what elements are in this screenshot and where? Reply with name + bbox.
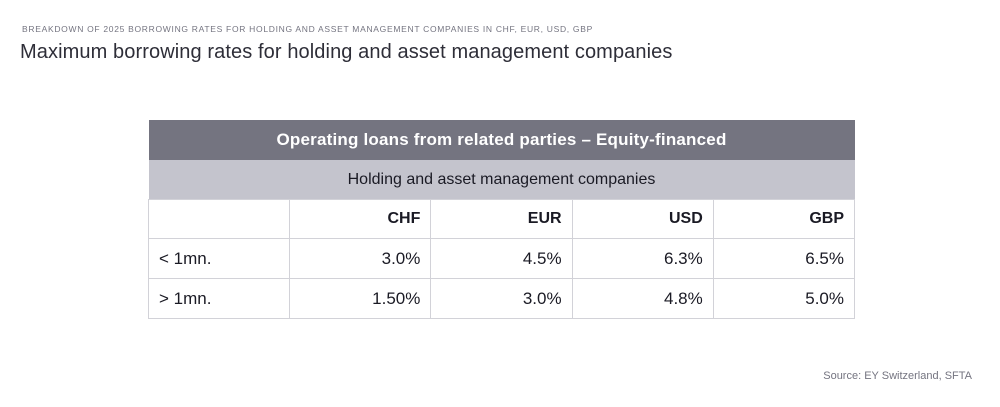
table-sub-header: Holding and asset management companies — [149, 160, 855, 200]
column-header-chf: CHF — [290, 200, 431, 239]
cell-under-1mn-usd: 6.3% — [572, 239, 713, 279]
cell-over-1mn-eur: 3.0% — [431, 279, 572, 319]
row-label-under-1mn: < 1mn. — [149, 239, 290, 279]
cell-over-1mn-usd: 4.8% — [572, 279, 713, 319]
cell-under-1mn-gbp: 6.5% — [713, 239, 854, 279]
column-header-row — [149, 200, 855, 239]
source-note: Source: EY Switzerland, SFTA — [823, 370, 972, 382]
table-row-over-1mn — [149, 279, 855, 319]
borrowing-rates-table — [148, 120, 855, 319]
row-label-over-1mn: > 1mn. — [149, 279, 290, 319]
table-sub-header-row — [149, 160, 855, 200]
table-main-header-row — [149, 120, 855, 160]
rates-table-container — [148, 120, 855, 319]
page-title: Maximum borrowing rates for holding and asset management companies — [20, 41, 673, 63]
table-row-under-1mn — [149, 239, 855, 279]
column-header-usd: USD — [572, 200, 713, 239]
cell-over-1mn-chf: 1.50% — [290, 279, 431, 319]
cell-over-1mn-gbp: 5.0% — [713, 279, 854, 319]
column-header-gbp: GBP — [713, 200, 854, 239]
column-header-empty — [149, 200, 290, 239]
column-header-eur: EUR — [431, 200, 572, 239]
kicker-text: BREAKDOWN OF 2025 BORROWING RATES FOR HOLDING AND ASSET MANAGEMENT COMPANIES IN CHF, EUR, USD, GBP — [22, 24, 593, 34]
cell-under-1mn-chf: 3.0% — [290, 239, 431, 279]
table-main-header: Operating loans from related parties – Equity-financed — [149, 120, 855, 160]
cell-under-1mn-eur: 4.5% — [431, 239, 572, 279]
